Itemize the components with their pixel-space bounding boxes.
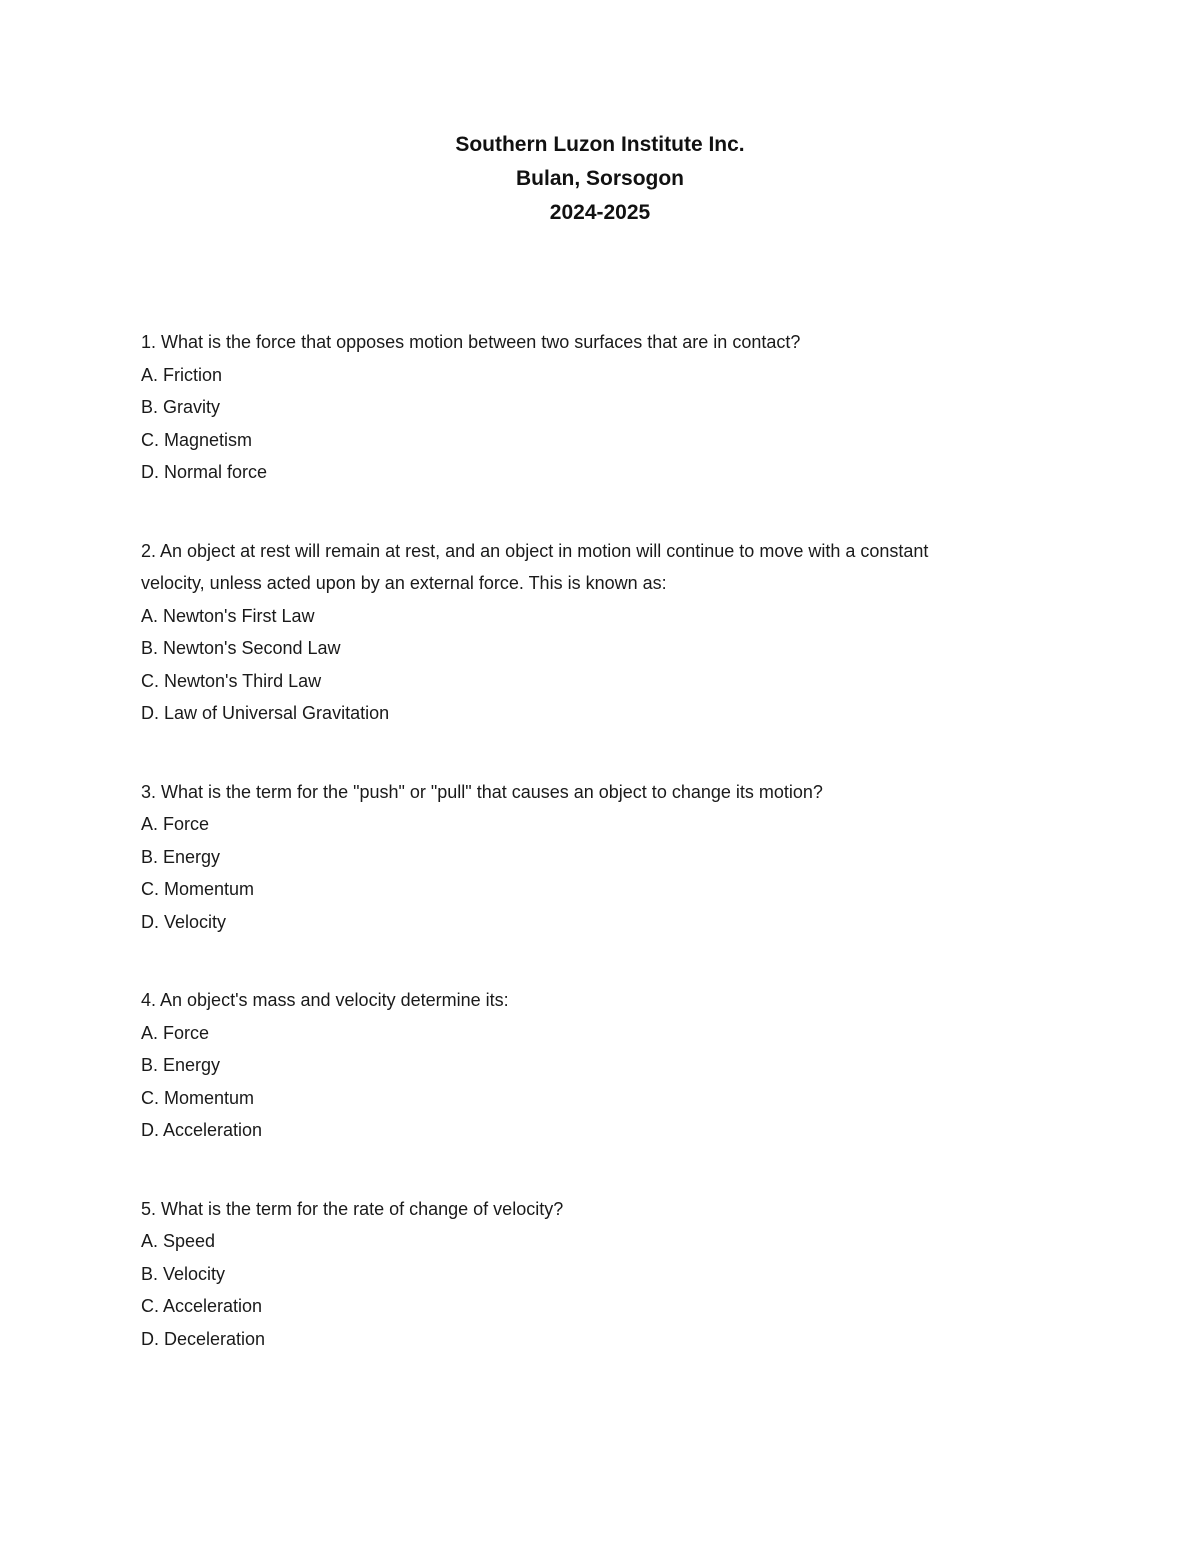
- option-b: B. Energy: [141, 1055, 221, 1075]
- option-d: D. Acceleration: [141, 1120, 263, 1140]
- option-a: A. Force: [141, 814, 210, 834]
- question-text: 1. What is the force that opposes motion between two surfaces that are in contact?: [141, 332, 801, 352]
- document-header: [0, 128, 1200, 230]
- question-text: 3. What is the term for the "push" or "pull" that causes an object to change its motion?: [141, 781, 823, 802]
- question-text: 5. What is the term for the rate of change of velocity?: [141, 1198, 564, 1219]
- option-a: A. Speed: [141, 1231, 216, 1251]
- question-list: [141, 326, 1041, 1401]
- option-b: B. Gravity: [141, 397, 221, 417]
- option-d: D. Deceleration: [141, 1328, 266, 1349]
- option-d: D. Normal force: [141, 462, 268, 482]
- question-3: [141, 776, 1041, 939]
- option-a: A. Newton's First Law: [141, 605, 315, 626]
- option-d: D. Law of Universal Gravitation: [141, 703, 390, 723]
- school-name: Southern Luzon Institute Inc.: [455, 133, 745, 156]
- question-2: [141, 535, 1041, 730]
- option-b: B. Newton's Second Law: [141, 638, 341, 658]
- option-c: C. Acceleration: [141, 1296, 263, 1316]
- school-location: Bulan, Sorsogon: [516, 167, 684, 190]
- option-c: C. Newton's Third Law: [141, 670, 322, 691]
- question-4: [141, 984, 1041, 1147]
- option-d: D. Velocity: [141, 911, 227, 932]
- question-text: 4. An object's mass and velocity determine its:: [141, 990, 509, 1010]
- option-c: C. Momentum: [141, 879, 255, 899]
- question-5: [141, 1193, 1041, 1356]
- option-c: C. Magnetism: [141, 429, 253, 450]
- option-a: A. Friction: [141, 364, 223, 385]
- question-text: 2. An object at rest will remain at rest, and an object in motion will continue to move with a constant velocity, unless acted upon by an external force. This is known as:: [141, 540, 929, 593]
- option-c: C. Momentum: [141, 1087, 255, 1108]
- option-a: A. Force: [141, 1022, 210, 1043]
- option-b: B. Velocity: [141, 1263, 226, 1284]
- option-b: B. Energy: [141, 846, 221, 867]
- school-year: 2024-2025: [549, 201, 651, 224]
- question-1: [141, 326, 1041, 489]
